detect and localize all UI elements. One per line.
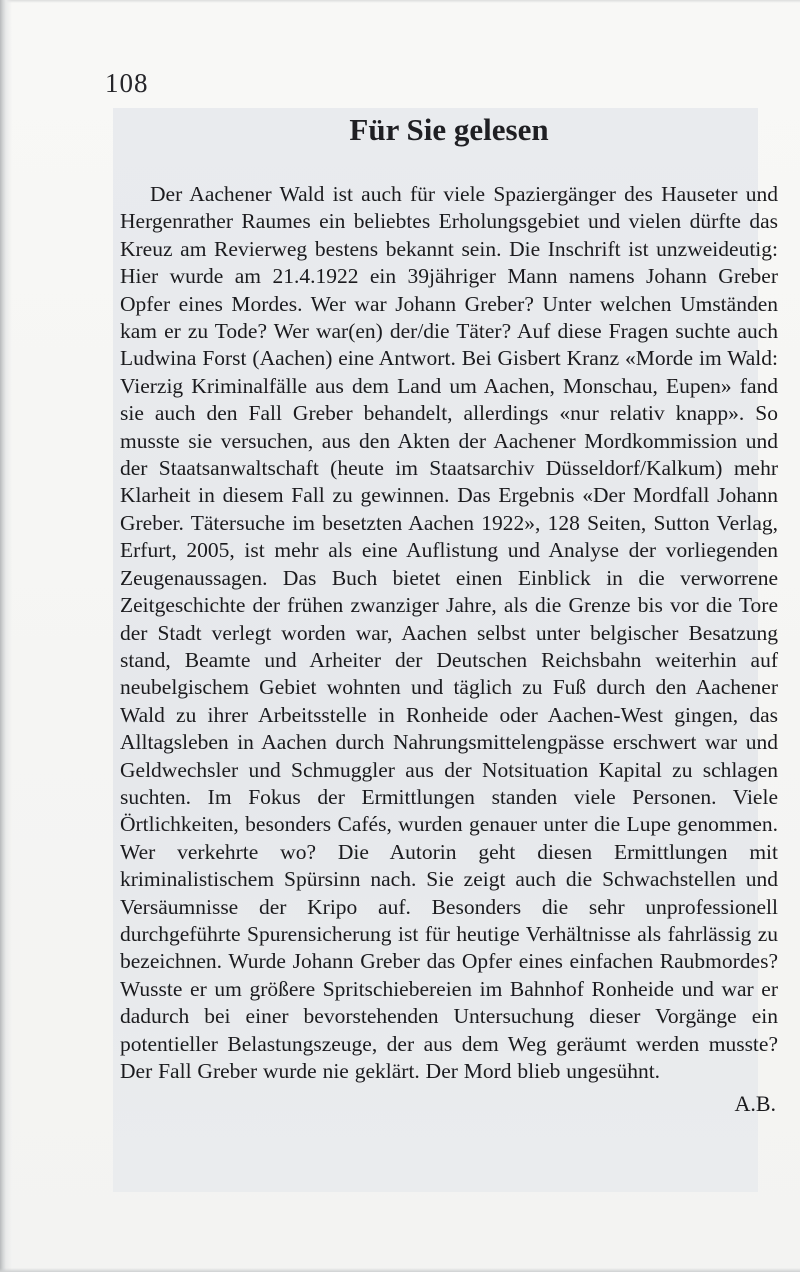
scan-edge-left [0,0,12,1272]
scan-edge-bottom [0,1268,800,1272]
scan-edge-top [0,0,800,3]
article-title: Für Sie gelesen [349,112,549,147]
page-number: 108 [105,68,149,98]
article-author-initials: A.B. [734,1091,776,1117]
article-body-text: Der Aachener Wald ist auch für viele Spaziergänger des Hauseter und Hergenrather Raumes ein beliebtes Erholungsgebiet und vielen dürfte das Kreuz am Revierweg bestens bekannt sein. Die Inschrift ist unzweideutig: Hier wurde am 21.4.1922 ein 39jähriger Mann namens Johann Greber Opfer eines Mordes. Wer war Johann Greber? Unter welchen Umständen kam er zu Tode? Wer war(en) der/die Täter? Auf diese Fragen suchte auch Ludwina Forst (Aachen) eine Antwort. Bei Gisbert Kranz «Morde im Wald: Vierzig Kriminalfälle aus dem Land um Aachen, Monschau, Eupen» fand sie auch den Fall Greber behandelt, allerdings «nur relativ knapp». So musste sie versuchen, aus den Akten der Aachener Mordkommission und der Staatsanwaltschaft (heute im Staatsarchiv Düsseldorf/Kalkum) mehr Klarheit in diesem Fall zu gewinnen. Das Ergebnis «Der Mordfall Johann Greber. Tätersuche im besetzten Aachen 1922», 128 Seiten, Sutton Verlag, Erfurt, 2005, ist mehr als eine Auflistung und Analyse der vorliegenden Zeugenaussagen. Das Buch bietet einen Einblick in die verworrene Zeitgeschichte der frühen zwanziger Jahre, als die Grenze bis vor die Tore der Stadt verlegt worden war, Aachen selbst unter belgischer Besatzung stand, Beamte und Arheiter der Deutschen Reichsbahn weiterhin auf neubelgischem Gebiet wohnten und täglich zu Fuß durch den Aachener Wald zu ihrer Arbeitsstelle in Ronheide oder Aachen-West gingen, das Alltagsleben in Aachen durch Nahrungsmittelengpässe erschwert war und Geldwechsler und Schmuggler aus der Notsituation Kapital zu schlagen suchten. Im Fokus der Ermittlungen standen viele Personen. Viele Örtlichkeiten, besonders Cafés, wurden genauer unter die Lupe genommen. Wer verkehrte wo? Die Autorin geht diesen Ermittlungen mit kriminalistischem Spürsinn nach. Sie zeigt auch die Schwachstellen und Versäumnisse der Kripo auf. Besonders die sehr unprofessionell durchgeführte Spurensicherung ist für heutige Verhältnisse als fahrlässig zu bezeichnen. Wurde Johann Greber das Opfer eines einfachen Raubmordes? Wusste er um größere Spritschiebereien im Bahnhof Ronheide und war er dadurch bei einer bevorstehenden Untersuchung dieser Vorgänge ein potentieller Belastungszeuge, der aus dem Weg geräumt werden musste? Der Fall Greber wurde nie geklärt. Der Mord blieb ungesühnt. [120,182,778,1083]
article [120,112,778,1117]
